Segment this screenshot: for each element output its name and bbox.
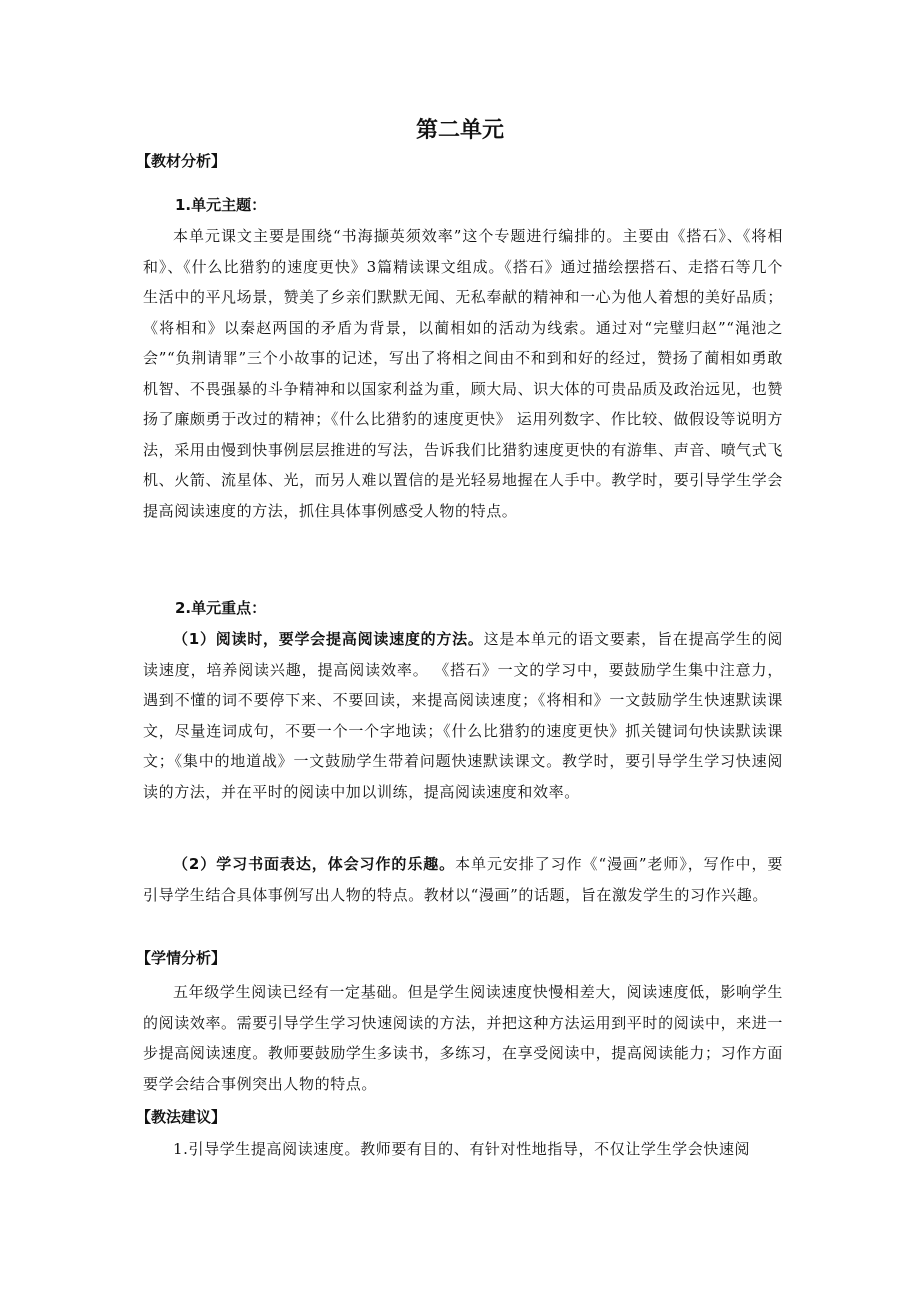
section-heading-students: 【学情分析】 xyxy=(136,949,227,967)
focus-heading: 2.单元重点： xyxy=(175,599,267,617)
focus-paragraph-2 xyxy=(143,849,783,910)
focus-2-emphasis: （2）学习书面表达，体会习作的乐趣。 xyxy=(173,855,456,873)
page-title: 第二单元 xyxy=(415,118,504,143)
theme-heading: 1.单元主题： xyxy=(175,196,267,214)
theme-paragraph: 本单元课文主要是围绕“书海撷英须效率”这个专题进行编排的。主要由《搭石》、《将相和》、《什么比猎豹的速度更快》3篇精读课文组成。《搭石》通过描绘摆搭石、走搭石等几个生活中的平凡场景，赞美了乡亲们默默无闻、无私奉献的精神和一心为他人着想的美好品质；《将相和》以秦赵两国的矛盾为背景，以蔺相如的活动为线索。通过对“完璧归赵”“渑池之会”“负荆请罪”三个小故事的记述，写出了将相之间由不和到和好的经过，赞扬了蔺相如勇敢机智、不畏强暴的斗争精神和以国家利益为重，顾大局、识大体的可贵品质及政治远见，也赞扬了廉颇勇于改过的精神；《什么比猎豹的速度更快》 运用列数字、作比较、做假设等说明方法，采用由慢到快事例层层推进的写法，告诉我们比猎豹速度更快的有游隼、声音、喷气式飞机、火箭、流星体、光，而另人难以置信的是光轻易地握在人手中。教学时，要引导学生学会提高阅读速度的方法，抓住具体事例感受人物的特点。 xyxy=(143,227,783,520)
focus-paragraph-1 xyxy=(143,624,783,807)
section-heading-materials: 【教材分析】 xyxy=(136,152,227,170)
section-heading-suggestions: 【教法建议】 xyxy=(136,1108,227,1126)
focus-1-emphasis: （1）阅读时，要学会提高阅读速度的方法。 xyxy=(173,630,484,648)
suggestion-item-1: 1.引导学生提高阅读速度。教师要有目的、有针对性地指导，不仅让学生学会快速阅 xyxy=(173,1140,751,1158)
students-paragraph: 五年级学生阅读已经有一定基础。但是学生阅读速度快慢相差大，阅读速度低，影响学生的阅读效率。需要引导学生学习快速阅读的方法，并把这种方法运用到平时的阅读中，来进一步提高阅读速度。教师要鼓励学生多读书，多练习，在享受阅读中，提高阅读能力；习作方面要学会结合事例突出人物的特点。 xyxy=(143,983,783,1093)
focus-1-text: 这是本单元的语文要素，旨在提高学生的阅读速度，培养阅读兴趣，提高阅读效率。 《搭石》一文的学习中，要鼓励学生集中注意力，遇到不懂的词不要停下来、不要回读，来提高阅读速度；《将相和》一文鼓励学生快速默读课文，尽量连词成句，不要一个一个字地读；《什么比猎豹的速度更快》抓关键词句快读默读课文；《集中的地道战》一文鼓励学生带着问题快速默读课文。教学时，要引导学生学习快速阅读的方法，并在平时的阅读中加以训练，提高阅读速度和效率。 xyxy=(143,630,783,801)
focus-2-text: 本单元安排了习作《“漫画”老师》，写作中，要引导学生结合具体事例写出人物的特点。教材以“漫画”的话题，旨在激发学生的习作兴趣。 xyxy=(143,855,783,904)
